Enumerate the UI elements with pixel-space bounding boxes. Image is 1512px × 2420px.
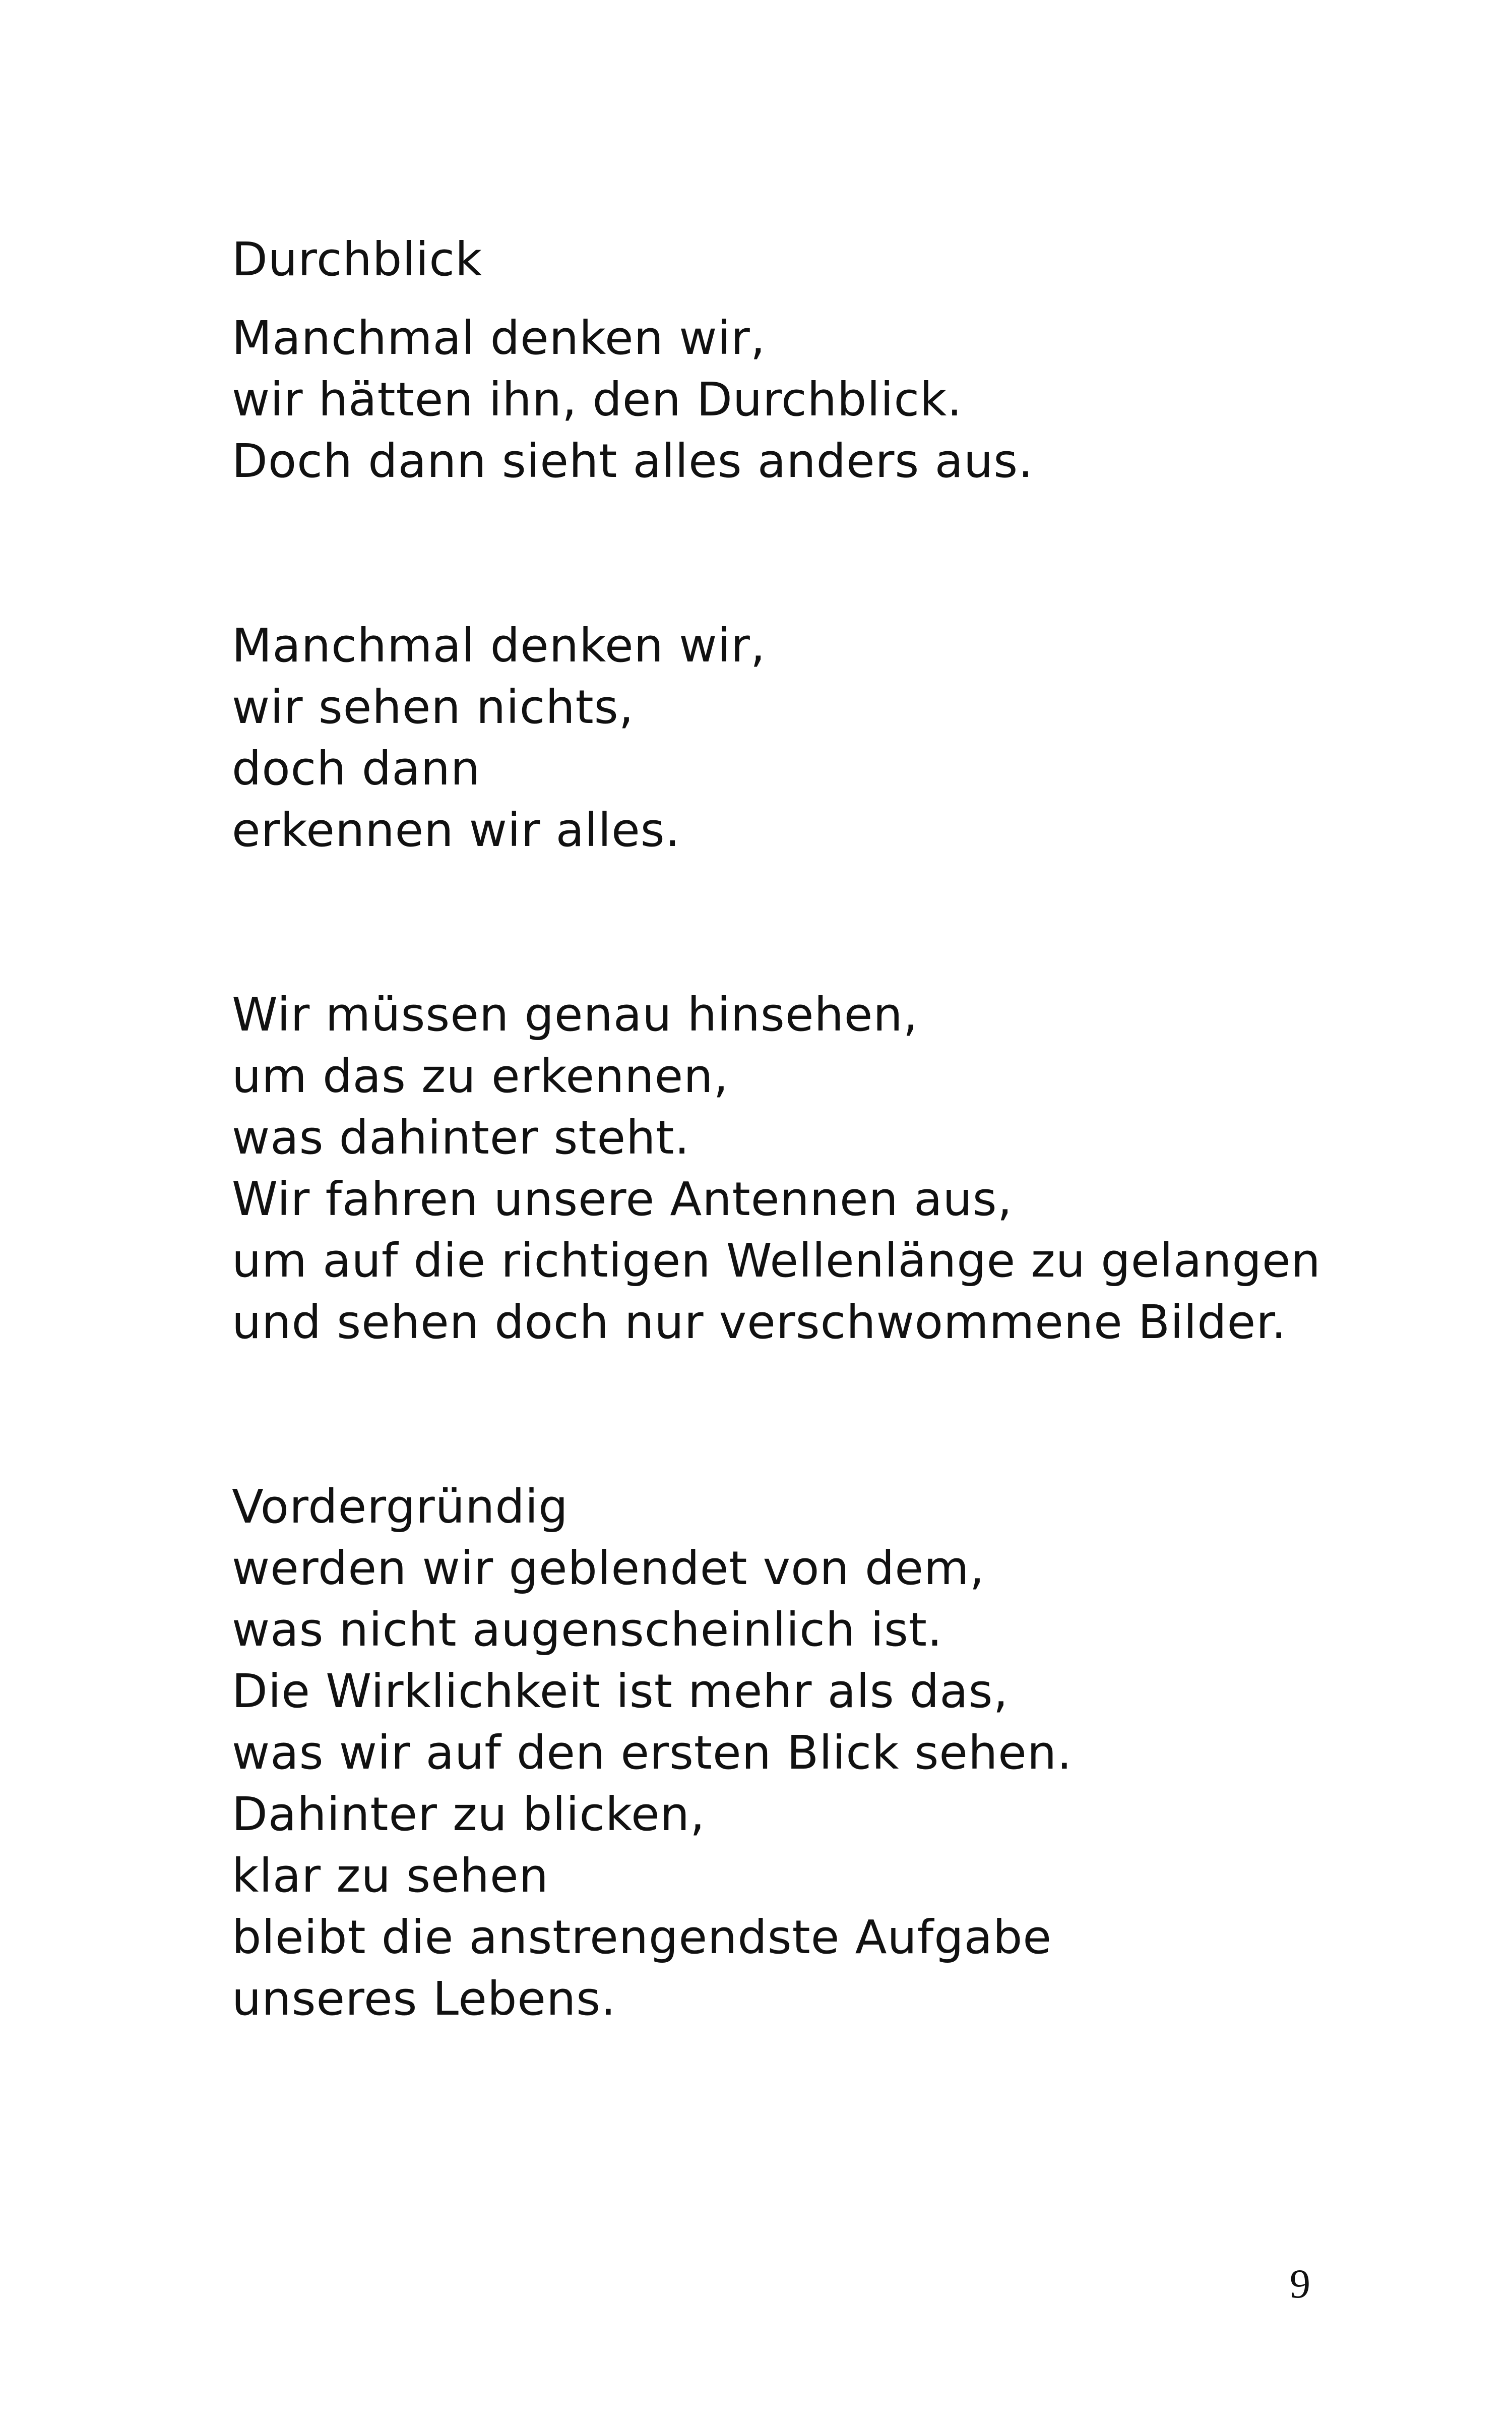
poem-line: Dahinter zu blicken, [232, 1787, 706, 1841]
poem-line: Wir fahren unsere Antennen aus, [232, 1172, 1013, 1226]
stanza-3 [232, 984, 1321, 1353]
stanza-1 [232, 308, 1321, 492]
poem-body [232, 308, 1321, 2153]
poem-line: klar zu sehen [232, 1849, 549, 1903]
poem-line: unseres Lebens. [232, 1972, 616, 2026]
poem-line: um das zu erkennen, [232, 1049, 729, 1103]
poem-line: doch dann [232, 742, 481, 796]
poem-line: Die Wirklichkeit ist mehr als das, [232, 1664, 1009, 1718]
poem-line: wir sehen nichts, [232, 680, 634, 734]
stanza-4 [232, 1476, 1321, 2030]
poem-line: Vordergründig [232, 1480, 569, 1534]
poem-line: was nicht augenscheinlich ist. [232, 1603, 943, 1657]
poem-title: Durchblick [232, 232, 483, 286]
poem-line: was wir auf den ersten Blick sehen. [232, 1726, 1073, 1780]
stanza-2 [232, 615, 1321, 861]
poem-line: Manchmal denken wir, [232, 311, 766, 365]
poem-line: Doch dann sieht alles anders aus. [232, 434, 1034, 488]
page-number: 9 [1290, 2261, 1310, 2307]
poem-line: was dahinter steht. [232, 1111, 690, 1165]
poem-line: werden wir geblendet von dem, [232, 1541, 985, 1595]
poem-line: Manchmal denken wir, [232, 619, 766, 673]
poem-line: wir hätten ihn, den Durchblick. [232, 373, 963, 427]
poem-line: Wir müssen genau hinsehen, [232, 988, 918, 1042]
poem-line: erkennen wir alles. [232, 803, 680, 857]
poem-line: bleibt die anstrengendste Aufgabe [232, 1910, 1052, 1964]
poem-line: und sehen doch nur verschwommene Bilder. [232, 1295, 1287, 1349]
poem-line: um auf die richtigen Wellenlänge zu gelangen [232, 1234, 1321, 1288]
